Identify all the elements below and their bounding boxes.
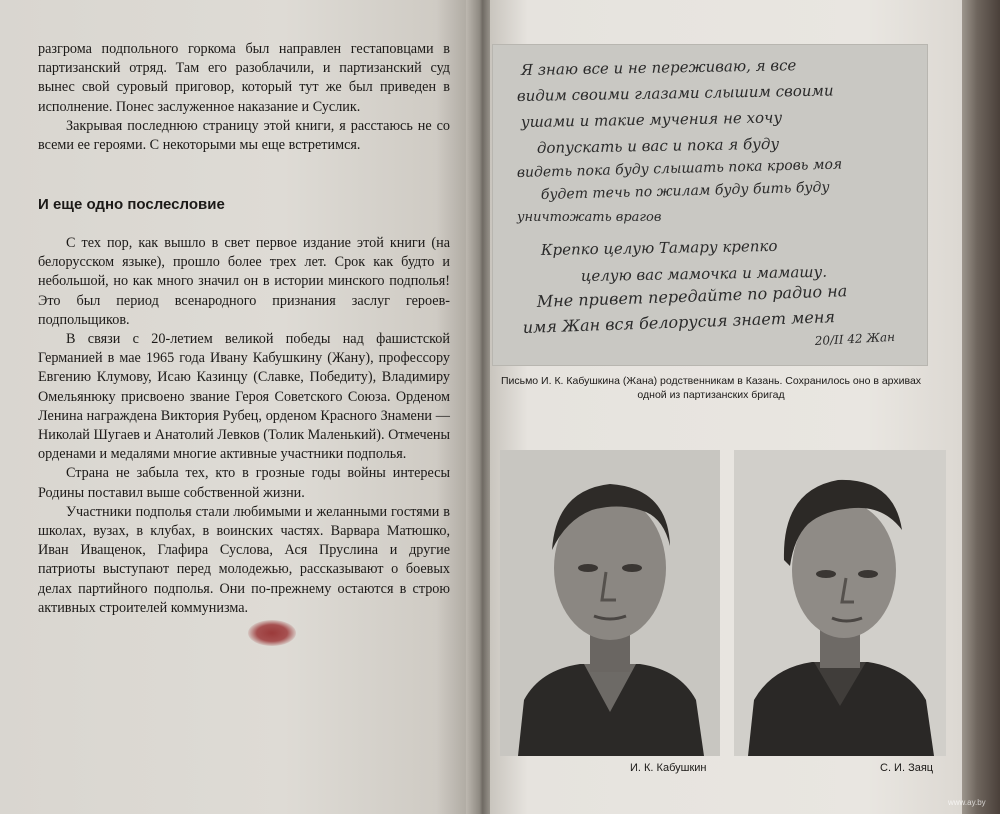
left-text-body: [38, 234, 450, 618]
photo-caption-zayats: С. И. Заяц: [880, 762, 934, 774]
portrait-zayats: [734, 450, 946, 756]
letter-line: Я знаю все и не переживаю, я все: [520, 56, 797, 79]
paragraph: разгрома подпольного горкома был направлен гестаповцами в партизанский отряд. Там его разоблачили, и партизанский суд вынес свой суровый приговор, который тут же был приведен в исполнение. Понес заслуженное наказание и Суслик.: [38, 41, 450, 115]
book-edge: [962, 0, 1000, 814]
letter-line: имя Жан вся белорусия знает меня: [522, 307, 836, 337]
portrait-2-svg: [734, 450, 946, 756]
letter-line: видим своими глазами слышим своими: [516, 81, 834, 105]
watermark: www.ay.by: [948, 798, 986, 807]
photo-caption-kabushkin: И. К. Кабушкин: [630, 762, 707, 774]
paragraph: Участники подполья стали любимыми и желанными гостями в школах, вузах, в клубах, в воинских частях. Варвара Матюшко, Иван Иващенок, Глафира Суслова, Ася Пруслина и другие патриоты выступают перед молодежью, рассказывают о боевых делах партийного подполья. Они по-прежнему остаются в строю активных строителей коммунизма.: [38, 503, 450, 616]
ink-stain: [248, 620, 296, 646]
portrait-kabushkin: [500, 450, 720, 756]
paragraph: Закрывая последнюю страницу этой книги, я расстаюсь не со всеми ее героями. С некоторыми мы еще встретимся.: [38, 117, 450, 154]
left-text-top: [38, 40, 450, 155]
letter-line: целую вас мамочка и мамашу.: [580, 262, 828, 285]
handwritten-letter: [492, 44, 928, 366]
letter-caption: Письмо И. К. Кабушкина (Жана) родственникам в Казань. Сохранилось оно в архивах одной из партизанских бригад: [500, 375, 922, 401]
portrait-1-svg: [500, 450, 720, 756]
letter-signature: 20/II 42 Жан: [814, 329, 896, 348]
letter-line: Мне привет передайте по радио на: [536, 281, 848, 311]
letter-line: уничтожать врагов: [517, 210, 662, 225]
letter-svg: [493, 45, 929, 367]
paragraph: В связи с 20-летием великой победы над фашистской Германией в мае 1965 года Ивану Кабушкину (Жану), профессору Евгению Клумову, Исаю Казинцу (Славке, Победиту), Владимиру Омельянюку присвоено звание Героя Советского Союза. Орденом Ленина награждена Виктория Рубец, орденом Красного Знамени — Николай Шугаев и Анатолий Левков (Толик Маленький). Отмечены орденами и медалями многие активные участники подполья.: [38, 331, 450, 463]
letter-line: допускать и вас и пока я буду: [536, 134, 780, 157]
letter-line: ушами и такие мучения не хочу: [520, 108, 783, 131]
paragraph: Страна не забыла тех, кто в грозные годы войны интересы Родины поставил выше собственной жизни.: [38, 465, 450, 501]
letter-line: будет течь по жилам буду бить буду: [540, 179, 830, 203]
letter-line: видеть пока буду слышать пока кровь моя: [516, 156, 843, 181]
section-title: И еще одно послесловие: [38, 196, 225, 213]
paragraph: С тех пор, как вышло в свет первое издание этой книги (на белорусском языке), прошло более трех лет. Срок как будто и небольшой, но как много значил он в истории минского подполья! Это был период всенародного признания заслуг героев-подпольщиков.: [38, 235, 450, 328]
letter-line: Крепко целую Тамару крепко: [540, 236, 778, 259]
